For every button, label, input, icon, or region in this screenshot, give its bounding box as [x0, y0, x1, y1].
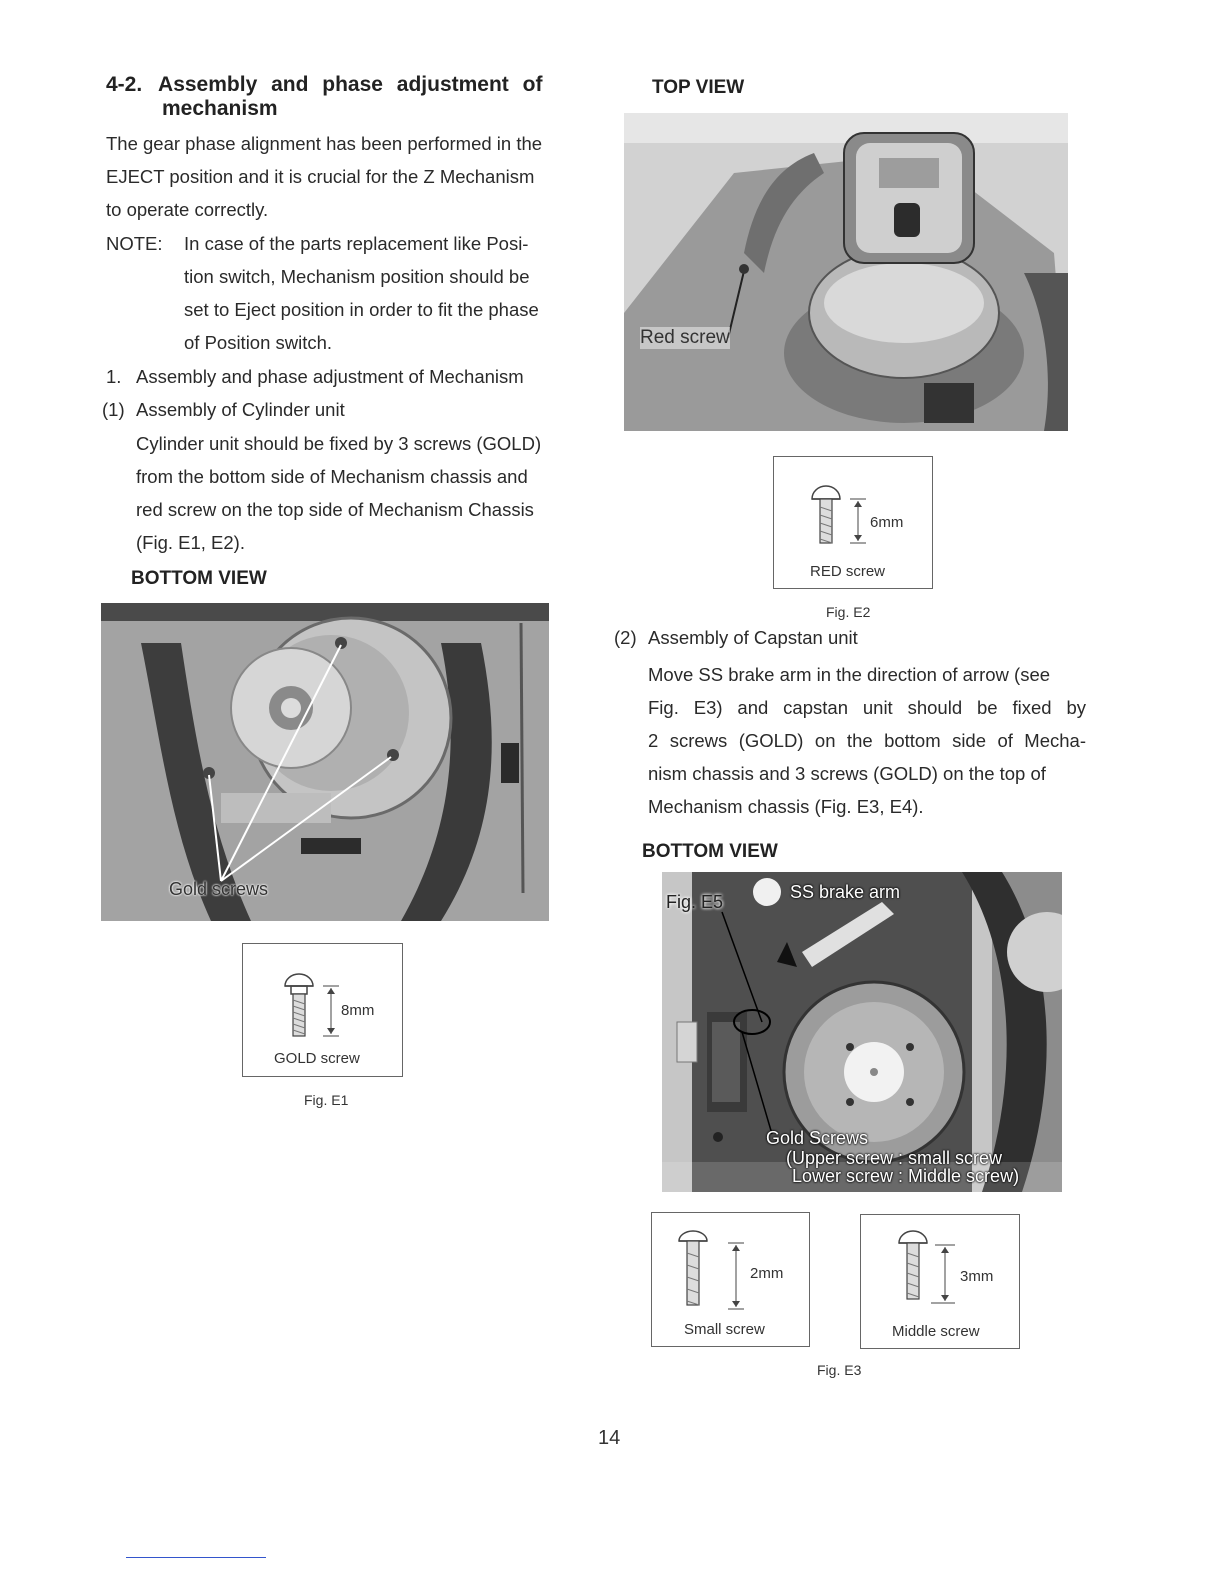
fig-e2-caption: Fig. E2: [826, 604, 871, 620]
upper-screw-overlay: (Upper screw : small screw: [786, 1148, 1003, 1168]
red-screw-overlay: Red screw: [640, 327, 730, 348]
gold-screws-overlay: Gold screws: [169, 879, 269, 899]
small-screw-box: [651, 1212, 810, 1347]
red-screw-icon: [774, 457, 932, 557]
bottom-view-label-2: BOTTOM VIEW: [642, 841, 778, 862]
step-1-1-number: (1): [102, 399, 125, 420]
fig-e1-caption: Fig. E1: [304, 1092, 349, 1108]
top-view-label: TOP VIEW: [652, 77, 745, 98]
ss-brake-arm-overlay: SS brake arm: [790, 882, 901, 902]
bottom-view-illustration-1: [101, 603, 549, 921]
step-1-text: Assembly and phase adjustment of Mechanism: [136, 366, 524, 387]
middle-screw-size: 3mm: [960, 1268, 994, 1285]
middle-screw-icon: [861, 1215, 1019, 1325]
middle-screw-name: Middle screw: [892, 1323, 980, 1340]
middle-screw-box: [860, 1214, 1020, 1349]
fig-e3-caption: Fig. E3: [817, 1362, 862, 1378]
step-1-number: 1.: [106, 366, 122, 387]
step-1-1-title: Assembly of Cylinder unit: [136, 399, 345, 420]
gold-screw-name: GOLD screw: [274, 1050, 360, 1067]
small-screw-icon: [652, 1213, 809, 1323]
small-screw-size: 2mm: [750, 1265, 784, 1282]
fig-e5-overlay: Fig. E5: [666, 892, 724, 912]
bottom-view-photo-2: [662, 872, 1062, 1192]
gold-screw-box: [242, 943, 403, 1077]
gold-screw-size: 8mm: [341, 1002, 375, 1019]
small-screw-name: Small screw: [684, 1321, 765, 1338]
section-heading-line2: mechanism: [162, 97, 278, 120]
red-screw-size: 6mm: [870, 514, 904, 531]
note-label: NOTE:: [106, 233, 163, 254]
section-heading: 4-2. Assembly and phase adjustment of: [106, 73, 543, 96]
step-1-2-text: Move SS brake arm in the direction of arrow (see Fig. E3) and capstan unit should be fixed by 2 screws (GOLD) on the bottom side of Mecha- nism chassis and 3 screws (GOLD) on the top of Mechanism chassis (Fig. E3, E4).: [648, 664, 1086, 817]
gold-screw-icon: [243, 944, 402, 1044]
bottom-view-photo-1: [101, 603, 549, 921]
lower-screw-overlay: Lower screw : Middle screw): [792, 1166, 1020, 1186]
red-screw-name: RED screw: [810, 563, 886, 580]
top-view-illustration: [624, 113, 1068, 431]
gold-screws-overlay-2: Gold Screws: [766, 1128, 869, 1148]
page-number: 14: [598, 1427, 621, 1449]
intro-text: The gear phase alignment has been performed in the EJECT position and it is crucial for the Z Mechanism to operate correctly.: [106, 133, 543, 220]
footer-rule: [126, 1557, 266, 1558]
bottom-view-label-1: BOTTOM VIEW: [131, 568, 267, 589]
note-text: In case of the parts replacement like Posi- tion switch, Mechanism position should be set to Eject position in order to fit the phase of Position switch.: [184, 233, 539, 353]
red-screw-box: [773, 456, 933, 589]
step-1-2-title: Assembly of Capstan unit: [648, 627, 858, 648]
step-1-2-number: (2): [614, 627, 637, 648]
top-view-photo: [624, 113, 1068, 431]
step-1-1-text: Cylinder unit should be fixed by 3 screws (GOLD) from the bottom side of Mechanism chassis and red screw on the top side of Mechanism Chassis (Fig. E1, E2).: [136, 433, 542, 553]
